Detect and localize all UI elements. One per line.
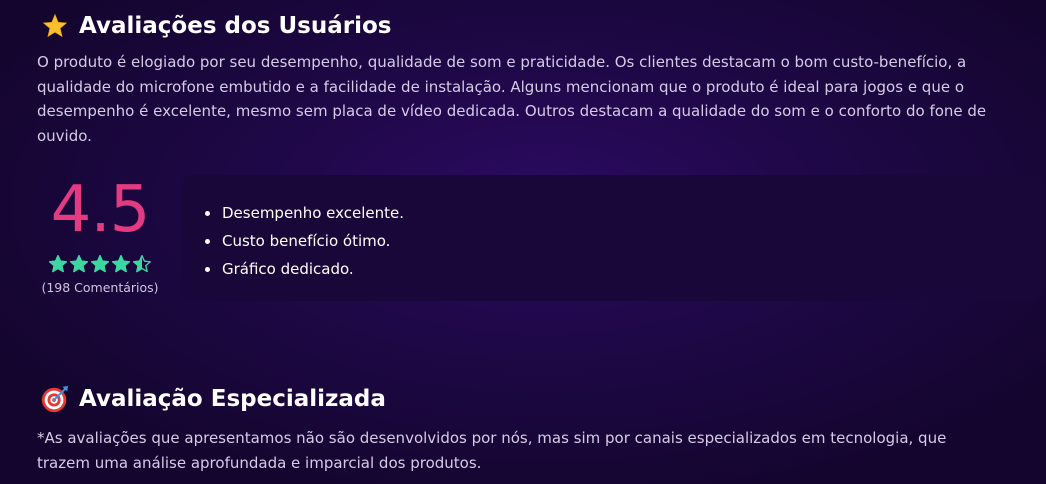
star-full-icon [48,254,68,274]
star-icon [40,11,70,41]
highlight-item: Gráfico dedicado. [204,255,1044,283]
highlight-item: Desempenho excelente. [204,199,1044,227]
star-full-icon [90,254,110,274]
review-count: (198 Comentários) [41,280,159,295]
expert-review-title [40,383,386,415]
star-half-icon [132,254,152,274]
expert-review-title-text: Avaliação Especializada [79,386,386,412]
target-icon [40,384,70,414]
rating-score: 4.5 [50,173,150,247]
star-full-icon [69,254,89,274]
highlight-item: Custo benefício ótimo. [204,227,1044,255]
user-reviews-description: O produto é elogiado por seu desempenho, qualidade de som e praticidade. Os clientes destacam o bom custo-benefício, a qualidade do microfone embutido e a facilidade de instalação. Alguns mencionam que o produto é ideal para jogos e que o desempenho é excelente, mesmo sem placa de vídeo dedicada. Outros destacam a qualidade do som e o conforto do fone de ouvido. [37,53,987,145]
highlights-panel [182,175,1044,301]
expert-review-description: *As avaliações que apresentamos não são desenvolvidos por nós, mas sim por canais especializados em tecnologia, que trazem uma análise aprofundada e imparcial dos produtos. [37,429,947,472]
highlights-list [204,199,1044,283]
rating-stars [36,254,164,274]
star-full-icon [111,254,131,274]
user-reviews-title [40,10,391,42]
rating-summary [36,173,164,295]
user-reviews-title-text: Avaliações dos Usuários [79,13,392,39]
